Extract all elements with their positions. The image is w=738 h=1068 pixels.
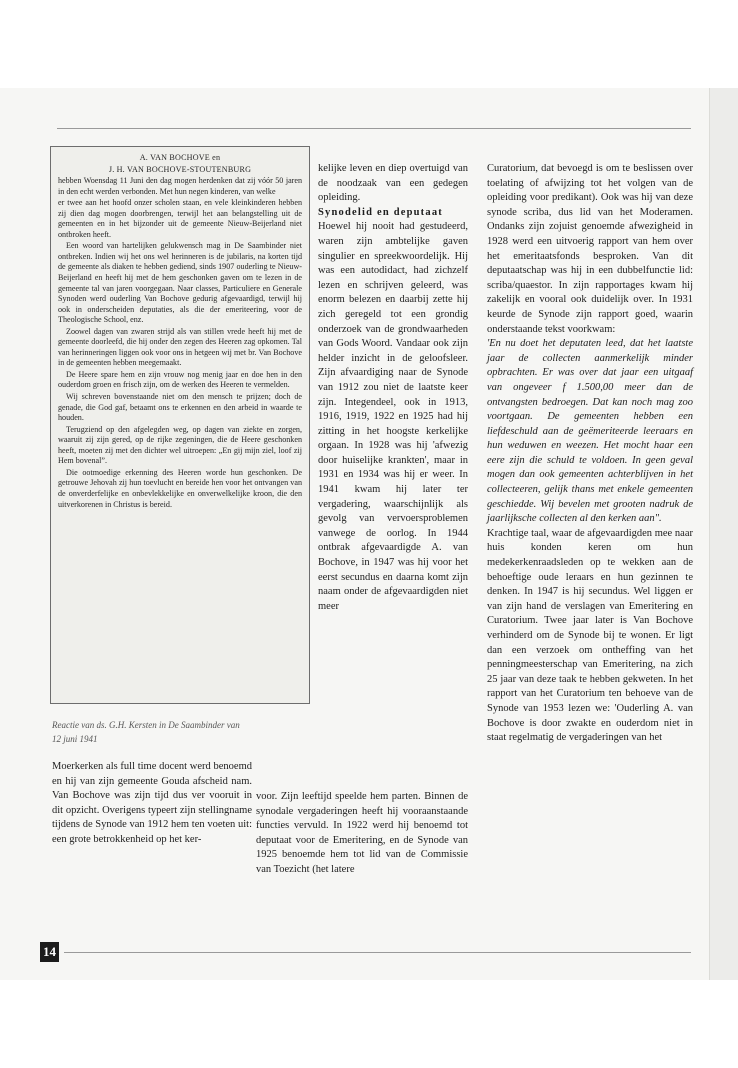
- bottom-rule: [64, 952, 691, 953]
- body-paragraph: Hoewel hij nooit had gestudeerd, waren zijn ambtelijke gaven singulier en spreekwoordelijk. Hij was een autodidact, had zichzelf lezen en schrijven geleerd, was enorm belezen en daarbij zette hij zich geregeld tot een grondig onderzoek van de grondwaarheden van Gods Woord. Vandaar ook zijn helder inzicht in de geloofsleer. Zijn afvaardiging naar de Synode van 1912 zou niet de laatste keer zijn. Integendeel, ook in 1913, 1916, 1919, 1922 en 1925 had hij zitting in het hoogste kerkelijke orgaan. In 1928 was hij 'afwezig door huiselijke krankten', maar in 1931 en 1934 was hij er weer. In 1941 kwam hij later ter vergadering, waarschijnlijk als gevolg van vervoersproblemen vanwege de oorlog. In 1944 ontbrak afgevaardigde A. van Bochove, in 1947 was hij voor het eerst secundus en daarna komt zijn naam onder de afgevaardigden niet meer: [318, 221, 468, 612]
- clipping-paragraph: Wij schreven bovenstaande niet om den mensch te prijzen; doch de genade, die God gaf, betaamt ons te erkennen en den arbeid in waarde te houden.: [58, 392, 302, 423]
- clipping-heading-1: A. VAN BOCHOVE en: [139, 153, 221, 162]
- section-subheading: Synodelid en deputaat: [318, 206, 443, 218]
- body-paragraph: Krachtige taal, waar de afgevaardigden mee naar huis konden keren om hun medekerkenraadsleden op te wekken aan de behoeftige oude leraars en hun gezinnen te denken. In 1947 is hij secundus. Wel liggen er van zijn hand de verslagen van Emeritering en Curatorium. Twee jaar later is Van Bochove verhinderd om de Synode bij te wonen. Er ligt dan een verzoek om ontheffing van het penningmeesterschap van Emeritering, na zich 25 jaar van deze taak te hebben gekweten. In het rapport van het Curatorium ten behoeve van de Synode van 1953 lezen we: 'Ouderling A. van Bochove is door zwakte en ouderdom niet in staat regelmatig de vergaderingen van het: [487, 527, 693, 744]
- column-2-text: [318, 162, 468, 614]
- column-2-continuation: [256, 790, 468, 878]
- body-paragraph: kelijke leven en diep overtuigd van de noodzaak van een gedegen opleiding.: [318, 163, 468, 204]
- body-paragraph: voor. Zijn leeftijd speelde hem parten. Binnen de synodale vergaderingen heeft hij vooraanstaande functies vervuld. In 1922 werd hij benoemd tot deputaat voor de Emeritering, en de Synode van 1925 benoemde hem tot lid van de Commissie van Toezicht (het latere: [256, 791, 468, 875]
- newspaper-clipping: [50, 146, 310, 704]
- caption-line-1: Reactie van ds. G.H. Kersten in De Saambinder van: [52, 720, 240, 730]
- rapport-quote: 'En nu doet het deputaten leed, dat het laatste jaar de collecten aanmerkelijk minder opbrachten. Er was over dat jaar een uitgaaf van ongeveer f 1.500,00 meer dan de ontvangsten bedroegen. Dat kan noch mag zoo voortgaan. De gemeenten hebben een liefdeschuld aan de geëmeriteerde leeraars en hun weduwen en weezen. Het mocht haar een eere zijn die schuld te voldoen. In geen geval mogen dan ook gemeenten achterblijven in het collecteeren, gelijk thans met enkele gemeenten geschiedde. Wij bevelen met grooten nadruk de jaarlijksche collecten al den kerken aan".: [487, 338, 693, 525]
- column-1-text: [52, 760, 252, 848]
- body-paragraph: Moerkerken als full time docent werd benoemd en hij van zijn gemeente Gouda afscheid nam. Van Bochove was zijn tijd dus ver vooruit in dit opzicht. Overigens typeert zijn stellingname tijdens de Synode van 1912 hem ten voeten uit: een grote betrokkenheid op het ker-: [52, 761, 252, 845]
- clipping-paragraph: Die ootmoedige erkenning des Heeren worde hun geschonken. De getrouwe Jehovah zij hun toevlucht en bereide hen voor het ontvangen van de onverderfelijke en onbevlekkelijke en onverwelkelijke kroon, die den uitverkorenen in Christus is bereid.: [58, 467, 302, 509]
- clipping-heading-2: J. H. VAN BOCHOVE-STOUTENBURG: [108, 164, 252, 174]
- clipping-caption: [52, 718, 310, 746]
- clipping-paragraph: Zoowel dagen van zwaren strijd als van stillen vrede heeft hij met de gemeente doorleefd, die hij onder den zegen des Heeren zag opkomen. Tal van herinneringen liggen ook voor ons in hetgeen wij met br. Van Bochove in de gemeenten hebben meegemaakt.: [58, 326, 302, 368]
- clipping-paragraph: Een woord van hartelijken gelukwensch mag in De Saambinder niet ontbreken. Indien wij het ons wel herinneren is de jubilaris, na korten tijd de gemeente als diaken te hebben gediend, sinds 1907 ouderling te Nieuw-Beijerland en heeft hij met de hem geschonken gaven om te lezen in de gemeente tal van jaren voorgegaan. Naar classes, Particuliere en Generale Synoden werd ouderling Van Bochove gedurig afgevaardigd, terwijl hij ook in onderscheiden deputaties, als die der emeriteering, voor de Theologische School, enz.: [58, 241, 302, 325]
- clipping-paragraph: Terugziend op den afgelegden weg, op dagen van ziekte en zorgen, waaruit zij zijn gered, op de rijke zegeningen, die de Heere geschonken heeft, moeten zij met den dichter wel uitroepen: „En gij mijn ziel, loof zij Hem bovenal”.: [58, 424, 302, 466]
- clipping-paragraph: De Heere spare hem en zijn vrouw nog menig jaar en doe hen in den ouderdom groen en frisch zijn, om de werken des Heeren te vermelden.: [58, 369, 302, 390]
- clipping-paragraph: hebben Woensdag 11 Juni den dag mogen herdenken dat zij vóór 50 jaren in den echt werden verbonden. Met hun negen kinderen, van welke: [58, 176, 302, 196]
- clipping-paragraph: er twee aan het hoofd onzer scholen staan, en vele kleinkinderen hebben zij dien dag mogen doorbrengen, terwijl het aan belangstelling uit de gemeenten en in het bijzonder uit de gemeente Nieuw-Beijerland niet ontbroken heeft.: [58, 198, 302, 239]
- column-3-text: [487, 162, 693, 746]
- page-number: 14: [40, 942, 59, 962]
- top-rule: [57, 128, 691, 129]
- caption-line-2: 12 juni 1941: [52, 734, 98, 744]
- next-page-edge: [709, 88, 738, 980]
- body-paragraph: Curatorium, dat bevoegd is om te beslissen over toelating of afwijzing tot het volgen van de opleiding voor predikant). Ook was hij van deze synode scriba, dus lid van het Moderamen. Ondanks zijn zojuist genoemde afwezigheid in 1928 werd een uitvoerig rapport van hem over het emeritaatsfonds besproken. Van dit deputaatschap was hij in een dubbelfunctie lid: scriba/quaestor. In zijn rapportages kwam hij zakelijk en vooral ook duidelijk over. In 1931 keurde de Synode zijn rapport goed, waarin onderstaande tekst voorkwam:: [487, 163, 693, 335]
